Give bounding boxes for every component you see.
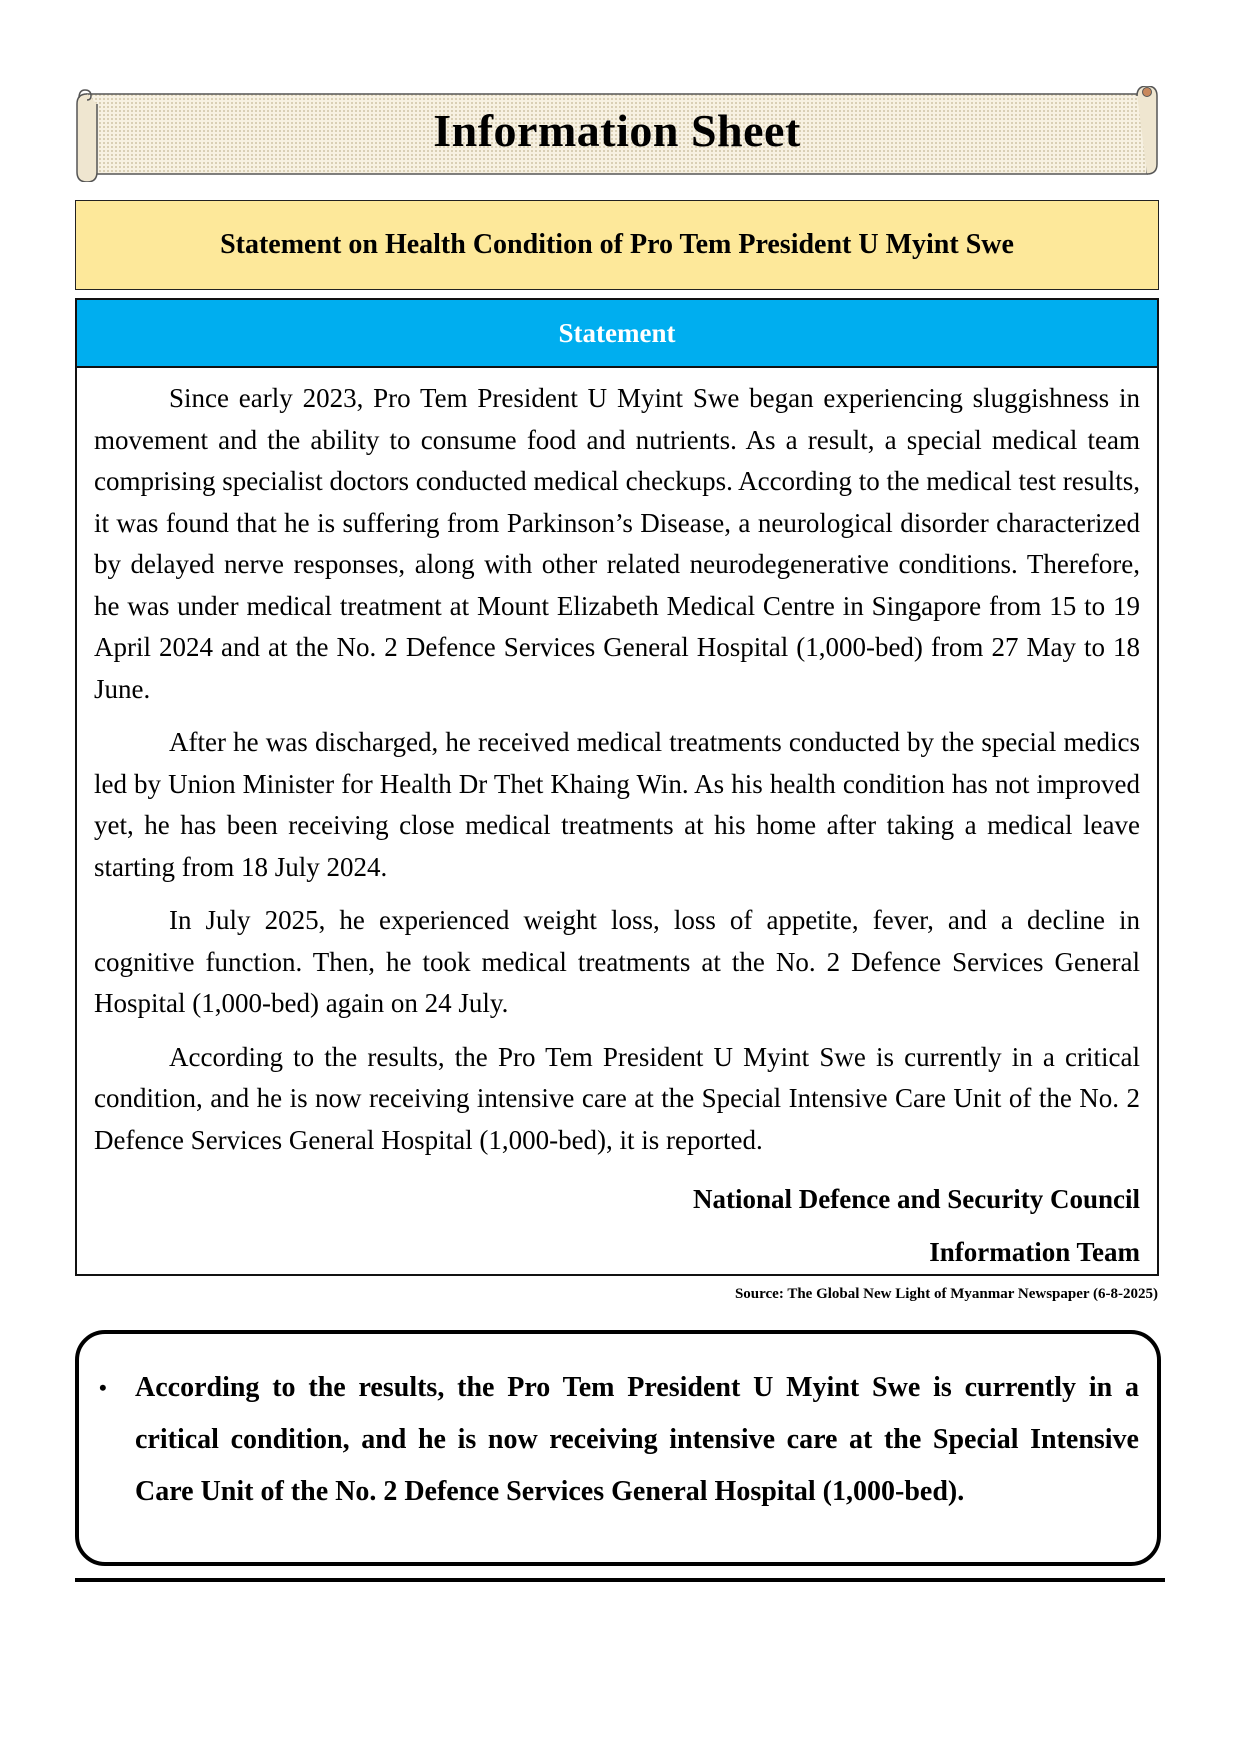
statement-paragraph: After he was discharged, he received medical treatments conducted by the special medics led by Union Minister for Health Dr Thet Khaing Win. As his health condition has not improved yet, he has been receiving close medical treatments at his home after taking a medical leave starting from 18 July 2024. xyxy=(94,727,1140,882)
statement-paragraph: In July 2025, he experienced weight loss, loss of appetite, fever, and a decline in cognitive function. Then, he took medical treatments at the No. 2 Defence Services General Hospital (1,000-bed) again on 24 July. xyxy=(94,905,1140,1018)
bullet-icon: • xyxy=(99,1375,107,1400)
statement-paragraph: According to the results, the Pro Tem President U Myint Swe is currently in a critical condition, and he is now receiving intensive care at the Special Intensive Care Unit of the No. 2 Defence Services General Hospital (1,000-bed), it is reported. xyxy=(94,1041,1140,1155)
statement-body xyxy=(77,368,1157,1279)
page-title: Information Sheet xyxy=(433,105,801,156)
source-citation: Source: The Global New Light of Myanmar Newspaper (6-8-2025) xyxy=(734,1286,1158,1302)
statement-paragraph: Since early 2023, Pro Tem President U Myint Swe began experiencing sluggishness in movement and the ability to consume food and nutrients. As a result, a special medical team comprising specialist doctors conducted medical checkups. According to the medical test results, it was found that he is suffering from Parkinson’s Disease, a neurological disorder characterized by delayed nerve responses, along with other related neurodegenerative conditions. Therefore, he was under medical treatment at Mount Elizabeth Medical Centre in Singapore from 15 to 19 April 2024 and at the No. 2 Defence Services General Hospital (1,000-bed) from 27 May to 18 June. xyxy=(94,383,1140,704)
summary-text: According to the results, the Pro Tem President U Myint Swe is currently in a critical condition, and he is now receiving intensive care at the Special Intensive Care Unit of the No. 2 Defence Services General Hospital (1,000-bed). xyxy=(135,1372,1139,1507)
summary-list xyxy=(95,1362,1139,1518)
summary-box xyxy=(75,1330,1161,1566)
summary-item xyxy=(95,1362,1139,1518)
headline-box: Statement on Health Condition of Pro Tem President U Myint Swe xyxy=(75,200,1159,290)
signature-organization: National Defence and Security Council xyxy=(693,1184,1140,1214)
statement-heading: Statement xyxy=(77,300,1157,368)
statement-box xyxy=(75,298,1159,1276)
bottom-divider xyxy=(75,1578,1165,1582)
signature-team: Information Team xyxy=(929,1237,1140,1267)
banner-scroll xyxy=(75,86,1159,182)
